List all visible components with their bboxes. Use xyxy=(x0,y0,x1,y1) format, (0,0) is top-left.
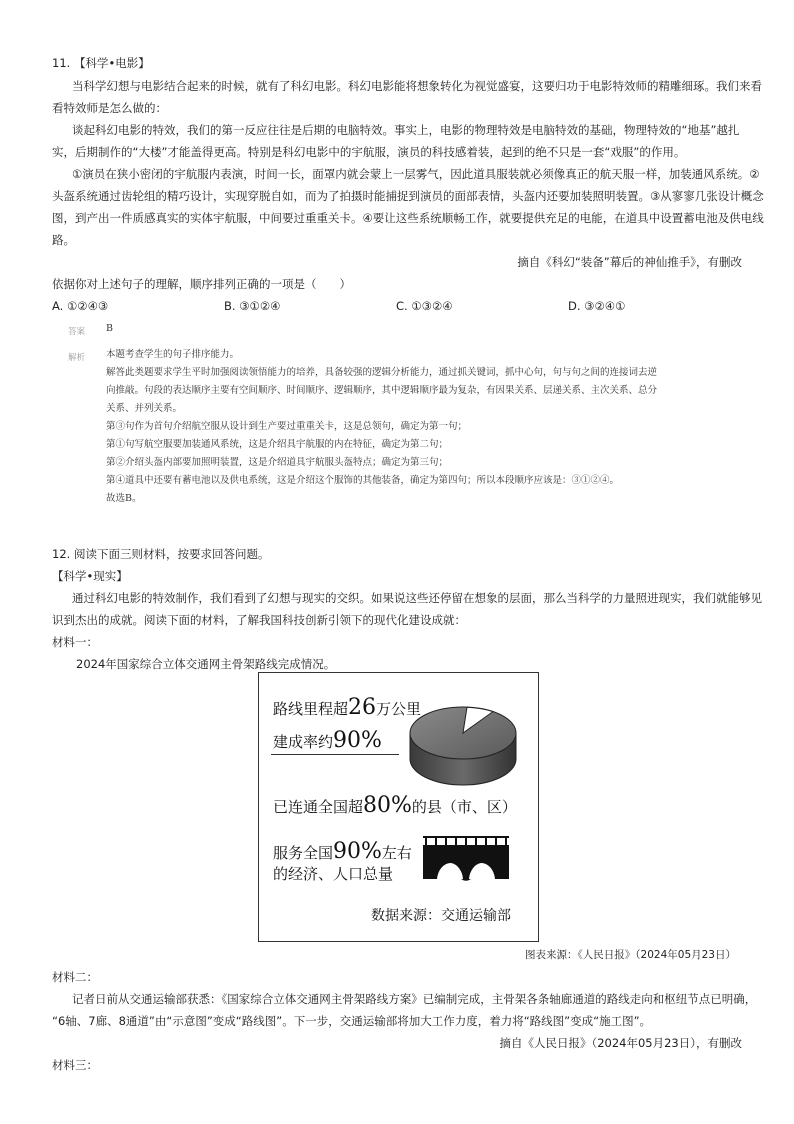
material-3-label: 材料三： xyxy=(52,1058,98,1072)
answer-label: 答案 xyxy=(68,327,86,337)
q11-source: 摘自《科幻“装备”幕后的神仙推手》，有删改 xyxy=(517,255,742,269)
answer-value: B xyxy=(106,323,113,334)
q12-subheading: 【科学•现实】 xyxy=(52,569,128,583)
q11-paragraph-1-line-1: 当科学幻想与电影结合起来的时候，就有了科幻电影。科幻电影能将想象转化为视觉盛宴，这要归功于电影特效师的精雕细琢。我们来看 xyxy=(72,79,762,93)
analysis-line: 第②介绍头盔内部要加照明装置，这是介绍道具宇航服头盔特点；确定为第三句； xyxy=(106,457,449,468)
material-2-line-1: 记者日前从交通运输部获悉：《国家综合立体交通网主骨架路线方案》已编制完成，主骨架各条轴廊通道的路线走向和枢纽节点已明确， xyxy=(72,992,757,1006)
q12-heading: 12. 阅读下面三则材料，按要求回答问题。 xyxy=(52,547,270,561)
analysis-line: 第①句写航空服要加装通风系统，这是介绍具宇航服的内在特征，确定为第二句； xyxy=(106,439,449,450)
q11-option-b[interactable]: B. ③①②④ xyxy=(224,299,281,313)
q11-paragraph-2-line-1: 谈起科幻电影的特效，我们的第一反应往往是后期的电脑特效。事实上，电影的物理特效是电脑特效的基础，物理特效的“地基”越扎 xyxy=(72,123,740,137)
q11-paragraph-1-line-2: 看特效师是怎么做的： xyxy=(52,101,167,115)
analysis-line: 故选B。 xyxy=(106,493,142,504)
analysis-line: 关系、并列关系。 xyxy=(106,403,183,414)
q12-intro-line-1: 通过科幻电影的特效制作，我们看到了幻想与现实的交织。如果说这些还停留在想象的层面，那么当科学的力量照进现实，我们就能够见 xyxy=(72,591,762,605)
q11-paragraph-3-line-2: 头盔系统通过齿轮组的精巧设计，实现穿脱自如，而为了拍摄时能捕捉到演员的面部表情，头盔内还要加装照明装置。③从寥寥几张设计概念 xyxy=(52,189,764,203)
data-source: 数据来源：交通运输部 xyxy=(371,908,511,924)
analysis-line: 第③句作为首句介绍航空服从设计到生产要过重重关卡，这是总领句，确定为第一句； xyxy=(106,421,468,432)
q11-option-d[interactable]: D. ③②④① xyxy=(568,299,626,313)
completion-rate-stat: 建成率约90% xyxy=(273,728,382,753)
material-1-caption: 2024年国家综合立体交通网主骨架路线完成情况。 xyxy=(76,657,336,671)
route-mileage-stat: 路线里程超26万公里 xyxy=(273,695,422,720)
economy-coverage-stat: 服务全国90%左右 xyxy=(273,839,412,864)
material-2-line-2: “6轴、7廊、8通道”由“示意图”变成“路线图”。下一步，交通运输部将加大工作力度，着力将“路线图”变成“施工图”。 xyxy=(52,1014,652,1028)
material-2-source: 摘自《人民日报》（2024年05月23日），有删改 xyxy=(499,1036,742,1050)
q11-heading: 11. 【科学•电影】 xyxy=(52,56,150,70)
analysis-line: 本题考查学生的句子排序能力。 xyxy=(106,349,240,360)
analysis-label: 解析 xyxy=(68,353,86,363)
analysis-line: 向推敲。句段的表达顺序主要有空间顺序、时间顺序、逻辑顺序，其中逻辑顺序最为复杂，有因果关系、层递关系、主次关系、总分 xyxy=(106,385,658,396)
arch-bridge-icon xyxy=(423,833,509,881)
q11-paragraph-3-line-4: 路。 xyxy=(52,233,75,247)
county-coverage-stat: 已连通全国超80%的县（市、区） xyxy=(273,793,517,818)
q11-option-c[interactable]: C. ①③②④ xyxy=(396,299,453,313)
q11-question: 依据你对上述句子的理解，顺序排列正确的一项是（ ） xyxy=(52,277,351,291)
analysis-line: 第④道具中还要有蓄电池以及供电系统，这是介绍这个服饰的其他装备，确定为第四句；所以本段顺序应该是：③①②④。 xyxy=(106,475,620,486)
q11-paragraph-3-line-3: 图，到产出一件质感真实的实体宇航服，中间要过重重关卡。④要让这些系统顺畅工作，就要提供充足的电能，在道具中设置蓄电池及供电线 xyxy=(52,211,764,225)
q11-paragraph-3-line-1: ①演员在狭小密闭的宇航服内表演，时间一长，面罩内就会蒙上一层雾气，因此道具服装就必须像真正的航天服一样，加装通风系统。② xyxy=(72,167,760,181)
material-1-label: 材料一： xyxy=(52,635,98,649)
q11-option-a[interactable]: A. ①②④③ xyxy=(52,299,109,313)
underline-divider xyxy=(271,754,399,755)
transport-infographic xyxy=(258,672,539,942)
economy-coverage-stat-line-2: 的经济、人口总量 xyxy=(273,865,394,883)
q11-paragraph-2-line-2: 实，后期制作的“大楼”才能盖得更高。特别是科幻电影中的宇航服，演员的科技感着装，起到的绝不只是一套“戏服”的作用。 xyxy=(52,145,686,159)
pie-chart-3d-icon xyxy=(407,703,519,789)
q12-intro-line-2: 识到杰出的成就。阅读下面的材料，了解我国科技创新引领下的现代化建设成就： xyxy=(52,613,466,627)
material-2-label: 材料二： xyxy=(52,970,98,984)
chart-source: 图表来源：《人民日报》（2024年05月23日） xyxy=(525,949,736,961)
analysis-line: 解答此类题要求学生平时加强阅读领悟能力的培养，具备较强的逻辑分析能力，通过抓关键词，抓中心句，句与句之间的连接词去逆 xyxy=(106,367,658,378)
